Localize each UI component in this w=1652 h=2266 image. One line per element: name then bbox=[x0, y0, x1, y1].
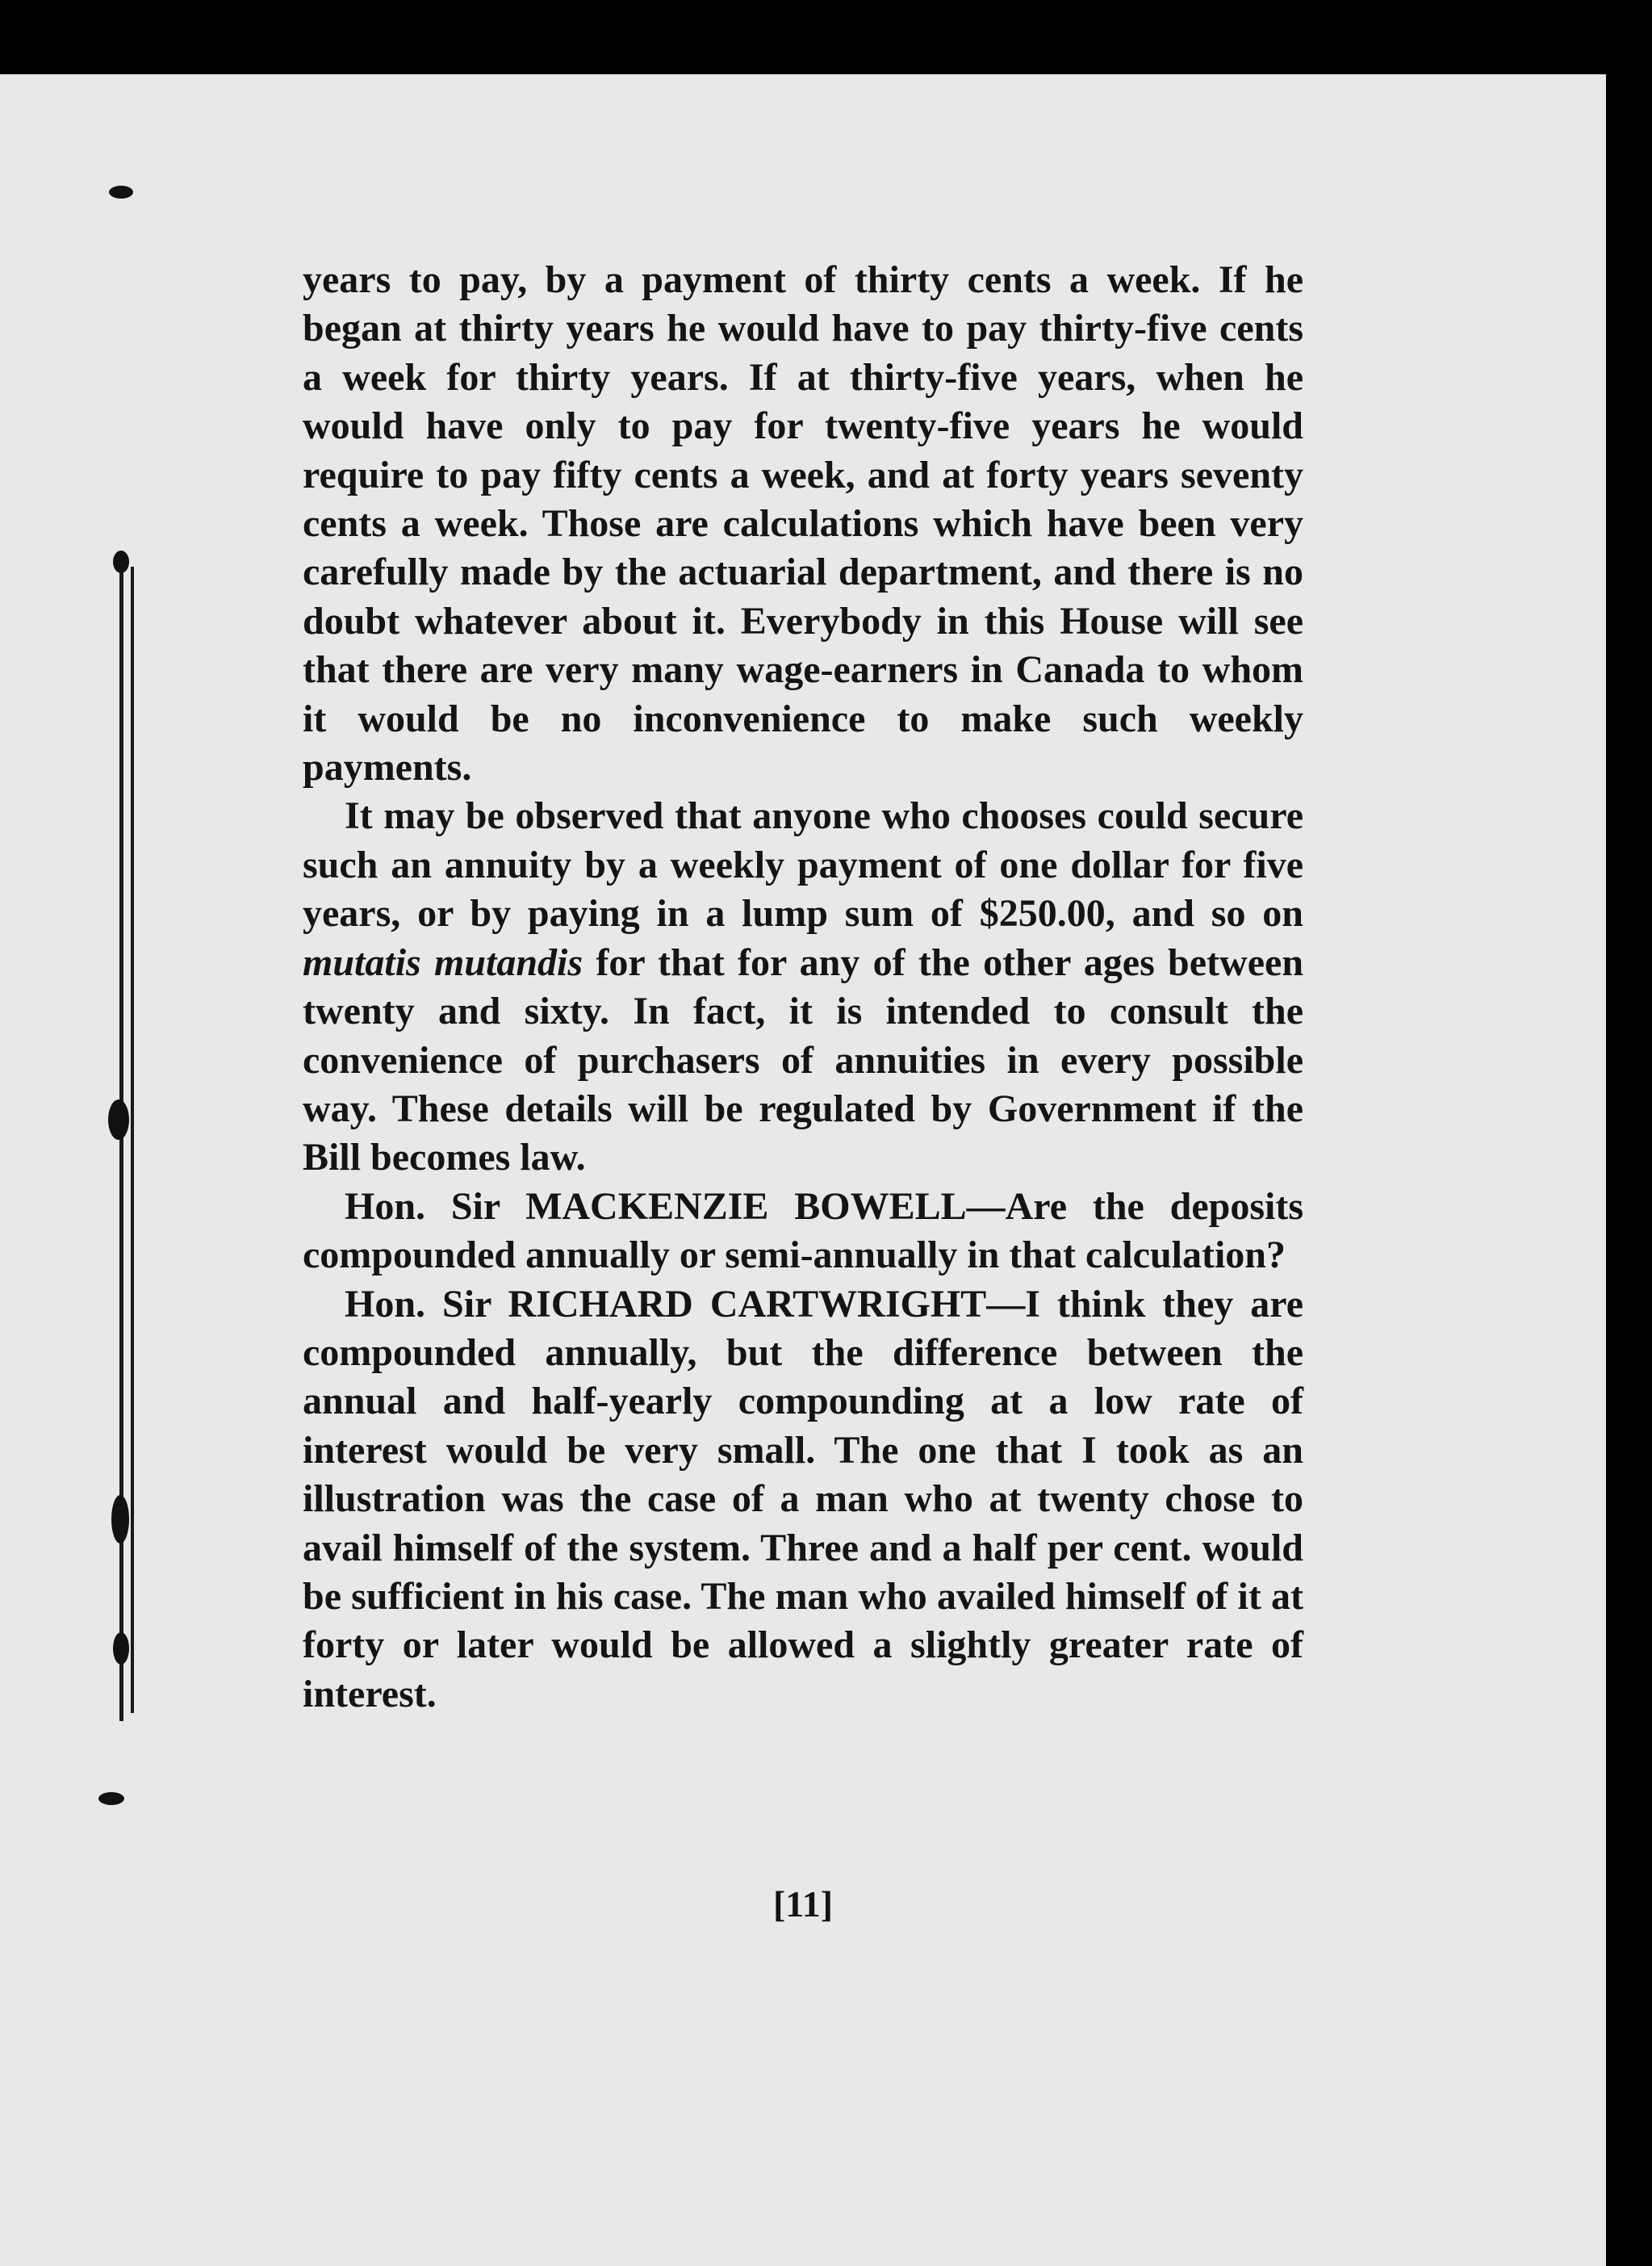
document-page bbox=[0, 74, 1606, 2266]
paragraph-annuity-payments: years to pay, by a payment of thirty cents a week. If he began at thirty years he would have to pay thirty-five cents a week for thirty years. If at thirty-five years, when he would have only to pay for twenty-five years he would require to pay fifty cents a week, and at forty years seventy cents a week. Those are calculations which have been very carefully made by the actuarial department, and there is no doubt whatever about it. Everybody in this House will see that there are very many wage-earners in Canada to whom it would be no inconvenience to make such weekly payments. bbox=[303, 258, 1303, 790]
paragraph-annuity-options: It may be observed that anyone who chooses could secure such an annuity by a weekly payment of one dollar for five years, or by paying in a lump sum of $250.00, and so on mutatis mutandis for that for any of the other ages between twenty and sixty. In fact, it is intended to consult the convenience of purchasers of annuities in every possible way. These details will be regulated by Government if the Bill becomes law. bbox=[303, 794, 1304, 1179]
italic-phrase: mutatis mutandis bbox=[303, 940, 583, 984]
page-number: [11] bbox=[772, 1883, 834, 1925]
paragraph-cartwright-answer: Hon. Sir RICHARD CARTWRIGHT—I think they are compounded annually, but the difference between the annual and half-yearly compounding at a low rate of interest would be very small. The one that I took as an illustration was the case of a man who at twenty chose to avail himself of the system. Three and a half per cent. would be sufficient in his case. The man who availed himself of it at forty or later would be allowed a slightly greater rate of interest. bbox=[303, 1282, 1303, 1715]
punch-hole-mark-bottom bbox=[98, 1792, 124, 1805]
punch-hole-mark-top bbox=[109, 186, 133, 199]
paragraph-bowell-question: Hon. Sir MACKENZIE BOWELL—Are the deposits compounded annually or semi-annually in that calculation? bbox=[303, 1184, 1303, 1277]
body-text bbox=[303, 256, 1303, 1719]
